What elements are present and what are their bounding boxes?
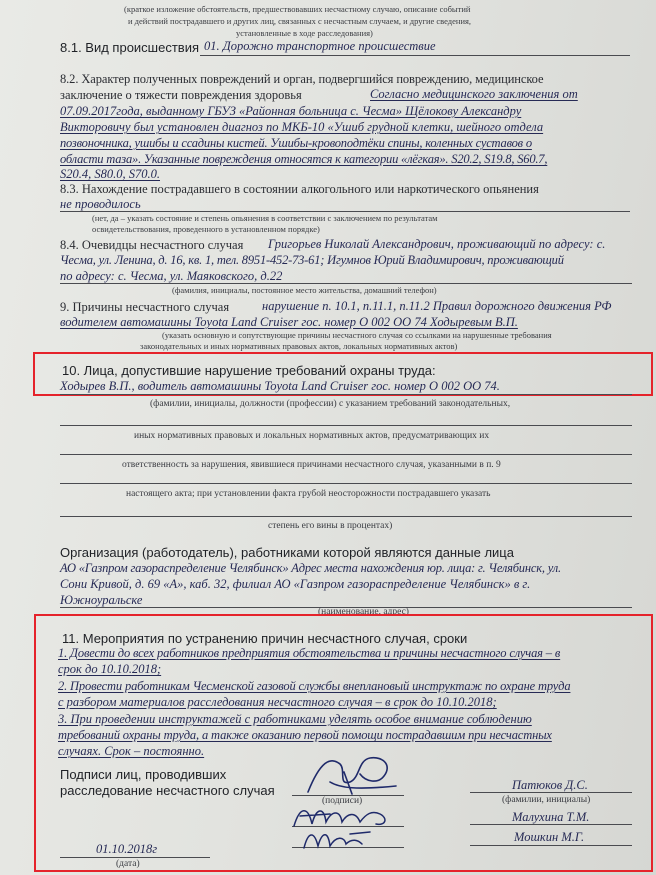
p83-note-2: освидетельствования, проведенного в установленном порядке)	[92, 224, 320, 234]
p10-note-2: иных нормативных правовых и локальных нормативных актов, предусматривающих их	[134, 431, 490, 441]
p10-rule-2	[60, 425, 632, 426]
p82-line-4: Викторовичу был установлен диагноз по МКБ-10 «Ушиб грудной клетки, шейного отдела	[60, 120, 544, 134]
org-line-3: Южноуральске	[60, 593, 143, 607]
p82-line-3: 07.09.2017года, выданному ГБУЗ «Районная больница с. Чесма» Щёлокову Александру	[60, 104, 522, 118]
p82-line-7: S20.4, S80.0, S70.0.	[60, 167, 160, 181]
p82-line-2b: Согласно медицинского заключения от	[370, 87, 578, 101]
member-name-2: Малухина Т.М.	[512, 810, 590, 824]
p11-item-1a: 1. Довести до всех работников предприятия обстоятельства и причины несчастного случая – в	[58, 646, 561, 660]
date-note: (дата)	[116, 859, 140, 869]
member-rule-1	[470, 792, 632, 793]
p11-item-3c: случаях. Срок – постоянно.	[58, 744, 205, 758]
p81-rule	[200, 55, 630, 56]
date-rule	[60, 857, 210, 858]
p82-line-2a: заключение о тяжести повреждения здоровья	[60, 88, 302, 102]
handwritten-signature-3	[300, 826, 380, 852]
p11-item-2b: с разбором материалов расследования несчастного случая – в срок до 10.10.2018;	[58, 695, 497, 709]
p10-rule-5	[60, 516, 632, 517]
p82-line-5: позвоночника, ушибы и ссадины кистей. Ушибы-кровоподтёки спины, коленных суставов о	[60, 136, 532, 150]
p11-title: 11. Мероприятия по устранению причин несчастного случая, сроки	[62, 631, 468, 646]
p84-line-1: Григорьев Николай Александрович, проживающий по адресу: с.	[268, 237, 606, 251]
p10-note-5: степень его вины в процентах)	[268, 521, 393, 531]
p83-value: не проводилось	[60, 197, 141, 211]
p83-note-1: (нет, да – указать состояние и степень опьянения в соответствии с заключением по результатам	[92, 213, 438, 223]
p83-line-1: 8.3. Нахождение пострадавшего в состоянии алкогольного или наркотического опьянения	[60, 182, 539, 196]
org-line-1: АО «Газпром газораспределение Челябинск» Адрес места нахождения юр. лица: г. Челябинск, ул.	[60, 561, 561, 575]
act-date: 01.10.2018г	[96, 842, 158, 856]
p84-line-3: по адресу: с. Чесма, ул. Маяковского, д.22	[60, 269, 283, 283]
p9-note-2: законодательных и иных нормативных правовых актов, локальных нормативных актов)	[140, 341, 458, 351]
p11-item-2a: 2. Провести работникам Чесменской газовой службы внеплановый инструктаж по охране труда	[58, 679, 571, 693]
p82-line-1: 8.2. Характер полученных повреждений и орган, подвергшийся повреждению, медицинское	[60, 72, 544, 86]
org-line-2: Сони Кривой, д. 69 «А», каб. 32, филиал АО «Газпром газораспределение Челябинск» в г.	[60, 577, 531, 591]
signature-note: (подписи)	[322, 796, 363, 806]
p10-note-3: ответственность за нарушения, явившиеся причинами несчастного случая, указанными в п. 9	[122, 460, 501, 470]
member-name-3: Мошкин М.Г.	[514, 830, 585, 844]
org-note: (наименование, адрес)	[318, 607, 409, 617]
p84-rule	[60, 283, 632, 284]
top-note-line-1: (краткое изложение обстоятельств, предшествовавших несчастному случаю, описание событий	[124, 4, 471, 14]
p10-value: Ходырев В.П., водитель автомашины Toyota Land Cruiser гос. номер О 002 ОО 74.	[60, 379, 500, 393]
names-note: (фамилии, инициалы)	[502, 795, 591, 805]
p81-value: 01. Дорожно транспортное происшествие	[204, 39, 436, 53]
member-rule-2	[470, 824, 632, 825]
org-title: Организация (работодатель), работниками которой являются данные лица	[60, 545, 514, 560]
p10-note-1: (фамилии, инициалы, должности (профессии) с указанием требований законодательных,	[150, 399, 511, 409]
p84-line-2: Чесма, ул. Ленина, д. 16, кв. 1, тел. 8951-452-73-61; Игумнов Юрий Владимирович, проживающий	[60, 253, 564, 267]
p10-rule-4	[60, 483, 632, 484]
member-rule-3	[470, 845, 632, 846]
p84-note: (фамилия, инициалы, постоянное место жительства, домашний телефон)	[172, 285, 437, 295]
member-name-1: Патюков Д.С.	[512, 778, 588, 792]
p82-line-6: области таза». Указанные повреждения относятся к категории «лёгкая». S20.2, S19.8, S60.7,	[60, 152, 548, 166]
handwritten-signature-1	[300, 752, 412, 802]
p10-rule	[60, 394, 632, 395]
signatures-label-2: расследование несчастного случая	[60, 783, 275, 798]
p9-label: 9. Причины несчастного случая	[60, 300, 230, 314]
top-note-line-2: и действий пострадавшего и других лиц, связанных с несчастным случаем, и другие сведения,	[128, 16, 472, 26]
top-note-line-3: установленные в ходе расследования)	[236, 28, 373, 38]
p11-item-3a: 3. При проведении инструктажей с работниками уделять особое внимание соблюдению	[58, 712, 532, 726]
p9-line-2: водителем автомашины Toyota Land Cruiser гос. номер О 002 ОО 74 Ходыревым В.П.	[60, 315, 518, 329]
p81-label: 8.1. Вид происшествия	[60, 40, 200, 55]
p11-item-1b: срок до 10.10.2018;	[58, 662, 162, 676]
p83-rule	[60, 211, 630, 212]
p11-item-3b: требований охраны труда, а также оказанию первой помощи пострадавшим при несчастных	[58, 728, 552, 742]
p9-line-1: нарушение п. 10.1, п.11.1, п.11.2 Правил дорожного движения РФ	[262, 299, 612, 313]
p10-title: 10. Лица, допустившие нарушение требований охраны труда:	[62, 363, 436, 378]
p10-rule-3	[60, 454, 632, 455]
p84-label: 8.4. Очевидцы несчастного случая	[60, 238, 244, 252]
signatures-label-1: Подписи лиц, проводивших	[60, 767, 227, 782]
p9-note-1: (указать основную и сопутствующие причины несчастного случая со ссылками на нарушенные требования	[162, 330, 552, 340]
p10-note-4: настоящего акта; при установлении факта грубой неосторожности пострадавшего указать	[126, 489, 491, 499]
